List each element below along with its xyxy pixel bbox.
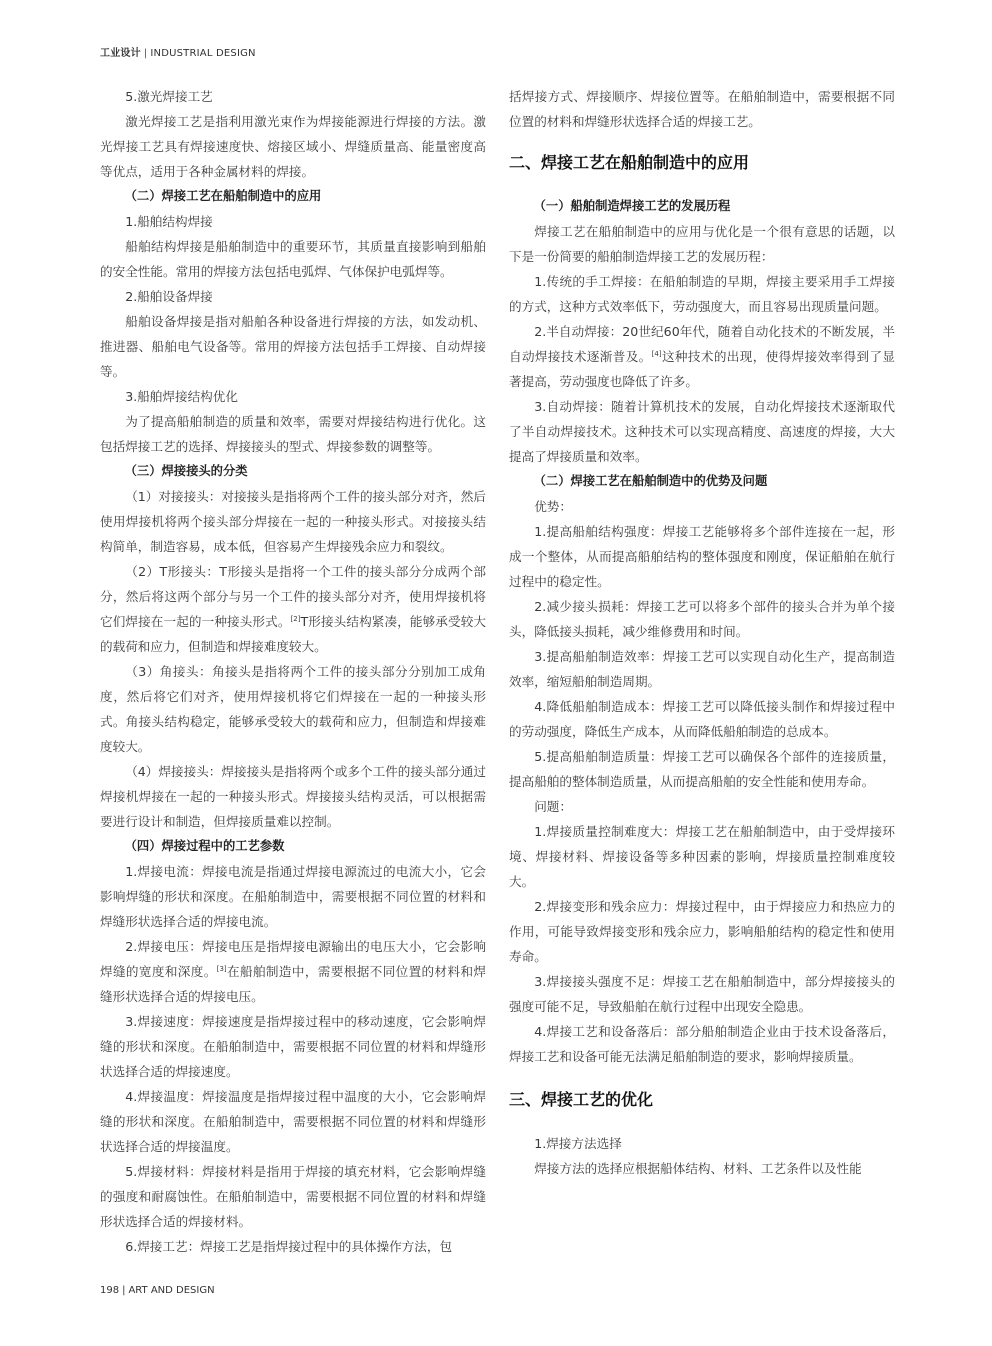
header-separator: | [143,48,148,59]
citation: [3] [216,964,227,973]
label: 优势： [534,499,572,514]
paragraph: 2.焊接变形和残余应力：焊接过程中，由于焊接应力和热应力的作用，可能导致焊接变形和残余应力，影响船舶结构的稳定性和使用寿命。 [509,899,895,964]
right-column [509,84,895,1181]
footer-journal: ART AND DESIGN [128,1285,215,1296]
paragraph: 1.传统的手工焊接：在船舶制造的早期，焊接主要采用手工焊接的方式，这种方式效率低下，劳动强度大，而且容易出现质量问题。 [509,274,895,314]
page-number: 198 [100,1285,120,1296]
paragraph: 焊接工艺在船舶制造中的应用与优化是一个很有意思的话题，以下是一份简要的船舶制造焊接工艺的发展历程： [509,224,895,264]
paragraph: 括焊接方式、焊接顺序、焊接位置等。在船舶制造中，需要根据不同位置的材料和焊缝形状选择合适的焊接工艺。 [509,89,895,129]
paragraph: 3.焊接速度：焊接速度是指焊接过程中的移动速度，它会影响焊缝的形状和深度。在船舶制造中，需要根据不同位置的材料和焊缝形状选择合适的焊接速度。 [100,1014,486,1079]
subheading: （三）焊接接头的分类 [124,464,248,478]
running-footer [100,1285,215,1296]
spacer [509,176,895,194]
subheading: （二）焊接工艺在船舶制造中的应用 [124,189,322,203]
spacer [509,1113,895,1131]
paragraph: 3.焊接接头强度不足：焊接工艺在船舶制造中，部分焊接接头的强度可能不足，导致船舶在航行过程中出现安全隐患。 [509,974,895,1014]
paragraph: 2.减少接头损耗：焊接工艺可以将多个部件的接头合并为单个接头，降低接头损耗，减少维修费用和时间。 [509,599,895,639]
subsection-title: 1.船舶结构焊接 [125,214,213,229]
section-heading: 三、焊接工艺的优化 [509,1090,654,1109]
subsection-title: 1.焊接方法选择 [534,1136,622,1151]
paragraph: 4.焊接温度：焊接温度是指焊接过程中温度的大小，它会影响焊缝的形状和深度。在船舶制造中，需要根据不同位置的材料和焊缝形状选择合适的焊接温度。 [100,1089,486,1154]
paragraph: 1.提高船舶结构强度：焊接工艺能够将多个部件连接在一起，形成一个整体，从而提高船舶结构的整体强度和刚度，保证船舶在航行过程中的稳定性。 [509,524,895,589]
paragraph [100,934,486,1009]
paragraph: 4.焊接工艺和设备落后：部分船舶制造企业由于技术设备落后，焊接工艺和设备可能无法满足船舶制造的要求，影响焊接质量。 [509,1024,895,1064]
subheading: （一）船舶制造焊接工艺的发展历程 [533,199,731,213]
paragraph: 6.焊接工艺：焊接工艺是指焊接过程中的具体操作方法，包 [125,1239,453,1254]
citation: [2] [290,614,301,623]
paragraph: 焊接方法的选择应根据船体结构、材料、工艺条件以及性能 [534,1161,862,1176]
paragraph: 5.提高船舶制造质量：焊接工艺可以确保各个部件的连接质量，提高船舶的整体制造质量，从而提高船舶的安全性能和使用寿命。 [509,749,895,789]
subheading: （四）焊接过程中的工艺参数 [124,839,285,853]
paragraph: 激光焊接工艺是指利用激光束作为焊接能源进行焊接的方法。激光焊接工艺具有焊接速度快、熔接区域小、焊缝质量高、能量密度高等优点，适用于各种金属材料的焊接。 [100,114,486,179]
paragraph: 船舶设备焊接是指对船舶各种设备进行焊接的方法，如发动机、推进器、船舶电气设备等。常用的焊接方法包括手工焊接、自动焊接等。 [100,314,486,379]
running-header [100,44,256,59]
subsection-title: 2.船舶设备焊接 [125,289,213,304]
citation: [4] [651,349,662,358]
paragraph: 4.降低船舶制造成本：焊接工艺可以降低接头制作和焊接过程中的劳动强度，降低生产成本，从而降低船舶制造的总成本。 [509,699,895,739]
paragraph: 船舶结构焊接是船舶制造中的重要环节，其质量直接影响到船舶的安全性能。常用的焊接方法包括电弧焊、气体保护电弧焊等。 [100,239,486,279]
paragraph [509,319,895,394]
paragraph: 1.焊接电流：焊接电流是指通过焊接电源流过的电流大小，它会影响焊缝的形状和深度。在船舶制造中，需要根据不同位置的材料和焊缝形状选择合适的焊接电流。 [100,864,486,929]
text-run: 这种技术的出现，使得焊接效率得到了显著提高，劳动强度也降低了许多。 [509,349,896,389]
paragraph: （3）角接头：角接头是指将两个工件的接头部分分别加工成角度，然后将它们对齐，使用焊接机将它们焊接在一起的一种接头形式。角接头结构稳定，能够承受较大的载荷和应力，但制造和焊接难度较大。 [100,664,486,754]
paragraph: （1）对接接头：对接接头是指将两个工件的接头部分对齐，然后使用焊接机将两个接头部分焊接在一起的一种接头形式。对接接头结构简单，制造容易，成本低，但容易产生焊接残余应力和裂纹。 [100,489,486,554]
text-run: T形接头结构紧凑，能够承受较大的载荷和应力，但制造和焊接难度较大。 [100,614,486,654]
paragraph: （4）焊接接头：焊接接头是指将两个或多个工件的接头部分通过焊接机焊接在一起的一种接头形式。焊接接头结构灵活，可以根据需要进行设计和制造，但焊接质量难以控制。 [100,764,486,829]
paragraph: 为了提高船舶制造的质量和效率，需要对焊接结构进行优化。这包括焊接工艺的选择、焊接接头的型式、焊接参数的调整等。 [100,414,486,454]
paragraph: 5.焊接材料：焊接材料是指用于焊接的填充材料，它会影响焊缝的强度和耐腐蚀性。在船舶制造中，需要根据不同位置的材料和焊缝形状选择合适的焊接材料。 [100,1164,486,1229]
journal-name-cn: 工业设计 [100,48,141,59]
text-run: 在船舶制造中，需要根据不同位置的材料和焊缝形状选择合适的焊接电压。 [100,964,487,1004]
text-run: 2.半自动焊接：20世纪60年代，随着自动化技术的不断发展，半自动焊接技术逐渐普及。 [509,324,895,364]
subheading: （二）焊接工艺在船舶制造中的优势及问题 [533,474,768,488]
subsection-title: 5.激光焊接工艺 [125,89,213,104]
paragraph: 3.提高船舶制造效率：焊接工艺可以实现自动化生产，提高制造效率，缩短船舶制造周期。 [509,649,895,689]
text-run: 2.焊接电压：焊接电压是指焊接电源输出的电压大小，它会影响焊缝的宽度和深度。 [100,939,486,979]
paragraph: 1.焊接质量控制难度大：焊接工艺在船舶制造中，由于受焊接环境、焊接材料、焊接设备等多种因素的影响，焊接质量控制难度较大。 [509,824,895,889]
journal-name-en: INDUSTRIAL DESIGN [150,48,256,59]
subsection-title: 3.船舶焊接结构优化 [125,389,238,404]
paragraph [100,559,486,659]
left-column [100,84,486,1259]
section-heading: 二、焊接工艺在船舶制造中的应用 [509,153,750,172]
footer-separator: | [122,1285,126,1296]
text-run: （2）T形接头：T形接头是指将一个工件的接头部分分成两个部分，然后将这两个部分与另一个工件的接头部分对齐，使用焊接机将它们焊接在一起的一种接头形式。 [100,564,486,629]
label: 问题： [534,799,572,814]
paragraph: 3.自动焊接：随着计算机技术的发展，自动化焊接技术逐渐取代了半自动焊接技术。这种技术可以实现高精度、高速度的焊接，大大提高了焊接质量和效率。 [509,399,895,464]
